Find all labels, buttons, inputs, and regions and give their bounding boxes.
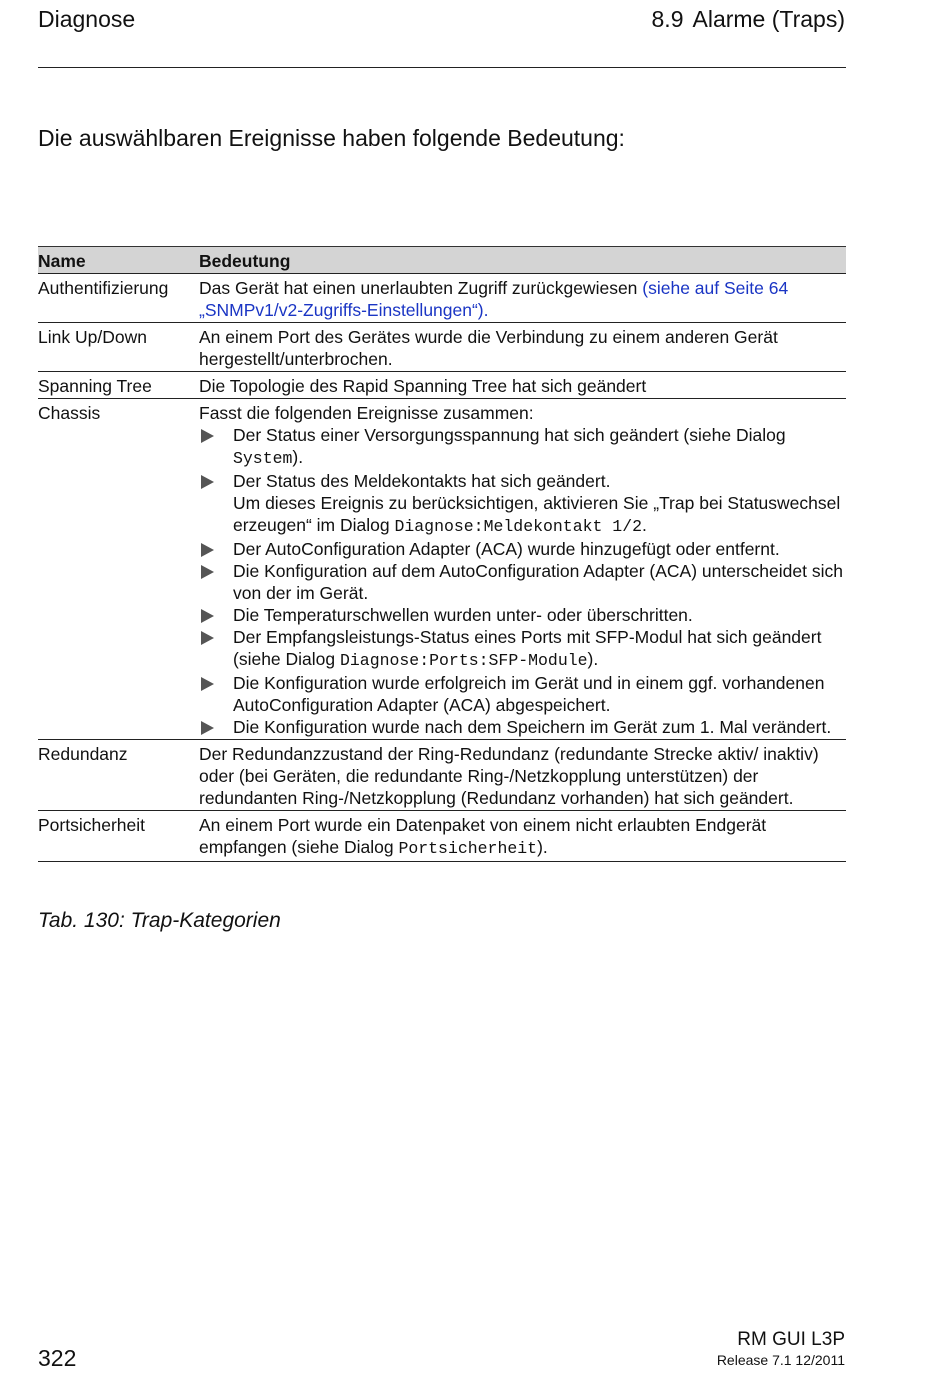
table-row-redundancy [38, 740, 846, 811]
dialog-name: System [233, 449, 293, 468]
triangle-bullet-icon [201, 721, 214, 735]
triangle-bullet-icon [201, 475, 214, 489]
dialog-name: Diagnose:Ports:SFP-Module [340, 651, 588, 670]
row-name: Spanning Tree [38, 372, 199, 399]
list-item: Der Empfangsleistungs-Status eines Ports mit SFP-Modul hat sich geändert (siehe Dialog Diagnose:Ports:SFP-Module). [199, 626, 846, 672]
row-name: Authentifizierung [38, 274, 199, 323]
meaning-text: Fasst die folgenden Ereignisse zusammen: [199, 403, 534, 423]
dialog-name: Portsicherheit [398, 839, 538, 858]
page-number: 322 [38, 1345, 77, 1371]
row-meaning: Die Topologie des Rapid Spanning Tree hat sich geändert [199, 372, 846, 399]
row-meaning [199, 399, 846, 740]
list-item: Der Status einer Versorgungsspannung hat sich geändert (siehe Dialog System). [199, 424, 846, 470]
row-name: Link Up/Down [38, 323, 199, 372]
table-row-chassis [38, 399, 846, 740]
row-meaning: An einem Port wurde ein Datenpaket von einem nicht erlaubten Endgerät empfangen (siehe Dialog Portsicherheit). [199, 811, 846, 862]
cross-reference-link[interactable]: (siehe auf Seite 64 „SNMPv1/v2-Zugriffs-Einstellungen“). [199, 278, 789, 320]
list-item: Die Konfiguration auf dem AutoConfiguration Adapter (ACA) unterscheidet sich von der im Gerät. [199, 560, 846, 604]
row-meaning: Der Redundanzzustand der Ring-Redundanz (redundante Strecke aktiv/ inaktiv) oder (bei Geräten, die redundante Ring-/Netzkopplung unterstützen) der redundanten Ring-/Netzkopplung (Redundanz vorhanden) hat sich geändert. [199, 740, 846, 811]
section-title: Alarme (Traps) [692, 6, 845, 32]
footer-document-title: RM GUI L3P [737, 1329, 845, 1350]
meaning-text: Das Gerät hat einen unerlaubten Zugriff zurückgewiesen [199, 278, 643, 298]
running-header-section [652, 6, 845, 33]
table-caption: Tab. 130: Trap-Kategorien [38, 909, 281, 932]
triangle-bullet-icon [201, 429, 214, 443]
trap-categories-table [38, 246, 846, 862]
list-item: Die Konfiguration wurde erfolgreich im Gerät und in einem ggf. vorhandenen AutoConfiguration Adapter (ACA) abgespeichert. [199, 672, 846, 716]
table-row-authentication [38, 274, 846, 323]
row-name: Portsicherheit [38, 811, 199, 862]
list-item: Die Konfiguration wurde nach dem Speichern im Gerät zum 1. Mal verändert. [199, 716, 846, 738]
running-header-chapter: Diagnose [38, 6, 136, 32]
triangle-bullet-icon [201, 609, 214, 623]
row-meaning [199, 274, 846, 323]
triangle-bullet-icon [201, 677, 214, 691]
header-rule [38, 67, 846, 68]
footer-release: Release 7.1 12/2011 [716, 1352, 845, 1368]
triangle-bullet-icon [201, 565, 214, 579]
row-name: Redundanz [38, 740, 199, 811]
table-row-port-security [38, 811, 846, 862]
chassis-event-list [199, 424, 846, 738]
column-header-name: Name [38, 247, 199, 274]
list-item: Die Temperaturschwellen wurden unter- oder überschritten. [199, 604, 846, 626]
column-header-meaning: Bedeutung [199, 247, 846, 274]
section-number: 8.9 [651, 6, 684, 32]
list-item: Der Status des Meldekontakts hat sich geändert. Um dieses Ereignis zu berücksichtigen, aktivieren Sie „Trap bei Statuswechsel erzeugen“ im Dialog Diagnose:Meldekontakt 1/2. [199, 470, 846, 538]
row-name: Chassis [38, 399, 199, 740]
table-row-link-up-down [38, 323, 846, 372]
intro-text: Die auswählbaren Ereignisse haben folgende Bedeutung: [38, 125, 625, 151]
list-item: Der AutoConfiguration Adapter (ACA) wurde hinzugefügt oder entfernt. [199, 538, 846, 560]
triangle-bullet-icon [201, 631, 214, 645]
row-meaning: An einem Port des Gerätes wurde die Verbindung zu einem anderen Gerät hergestellt/unterbrochen. [199, 323, 846, 372]
table-header-row [38, 247, 846, 274]
dialog-name: Diagnose:Meldekontakt 1/2 [394, 517, 643, 536]
table-row-spanning-tree [38, 372, 846, 399]
triangle-bullet-icon [201, 543, 214, 557]
